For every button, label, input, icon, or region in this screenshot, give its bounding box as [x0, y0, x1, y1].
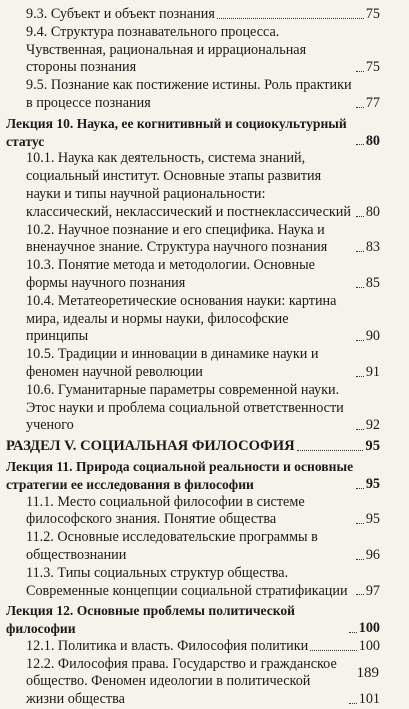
toc-subentry	[6, 222, 380, 258]
toc-subentry	[6, 77, 380, 113]
toc-entry-title: 9.5. Познание как постижение истины. Роль практики в процессе познания	[26, 77, 352, 111]
toc-lecture-heading	[6, 458, 380, 494]
toc-entry-page: 90	[365, 328, 380, 345]
toc-lecture-heading	[6, 115, 380, 151]
dot-leader	[297, 450, 364, 451]
dot-leader	[356, 251, 364, 252]
dot-leader	[349, 703, 357, 704]
toc-entry-page: 95	[365, 475, 380, 492]
toc-entry-page: 101	[358, 691, 380, 708]
dot-leader	[356, 559, 364, 560]
toc-entry-title: 10.1. Наука как деятельность, система знаний, социальный институт. Основные этапы развития науки и типы научной рациональности: классический, неклассический и постнеклассический	[26, 150, 351, 220]
toc-entry-page: 96	[365, 546, 380, 563]
toc-entry-title: 11.2. Основные исследовательские программы в обществознании	[26, 529, 318, 563]
toc-lecture-heading	[6, 602, 380, 638]
dot-leader	[356, 376, 364, 377]
toc-subentry	[6, 24, 380, 77]
toc-entry-title: Лекция 12. Основные проблемы политической философии	[6, 603, 296, 637]
toc-entry-page: 77	[365, 94, 380, 111]
toc-entry-title: 10.2. Научное познание и его специфика. Наука и вненаучное знание. Структура научного познания	[26, 221, 328, 256]
toc-entry-page: 85	[365, 274, 380, 291]
dot-leader	[356, 523, 364, 524]
toc-entry-title: 9.4. Структура познавательного процесса. Чувственная, рациональная и иррациональная стороны познания	[26, 23, 307, 76]
toc-subentry	[6, 346, 380, 382]
toc-entry-title: 12.1. Политика и власть. Философия политики	[26, 637, 309, 654]
toc-entry-page: 75	[365, 6, 380, 22]
toc-entry-page: 100	[358, 620, 380, 637]
toc-entry-page: 97	[365, 582, 380, 599]
toc-entry-page: 80	[365, 203, 380, 220]
toc-subentry	[6, 293, 380, 346]
toc-entry-page: 83	[365, 239, 380, 256]
dot-leader	[356, 71, 364, 72]
dot-leader	[356, 216, 364, 217]
toc-entry-title: 11.3. Типы социальных структур общества. Современные концепции социальной стратификации	[26, 564, 348, 599]
toc-entry-title: 10.3. Понятие метода и методологии. Основные формы научного познания	[26, 257, 315, 291]
dot-leader	[310, 650, 357, 651]
dot-leader	[349, 632, 357, 633]
dot-leader	[356, 429, 364, 430]
toc-entry-title: Лекция 10. Наука, ее когнитивный и социокультурный статус	[6, 115, 347, 149]
toc-entry-page: 95	[365, 511, 380, 528]
toc-entry-title: Лекция 11. Природа социальной реальности и основные стратегии ее исследования в философии	[6, 458, 354, 492]
toc-entry-page: 80	[365, 132, 380, 149]
toc-section-heading	[6, 438, 380, 456]
toc-entry-title: 10.5. Традиции и инновации в динамике науки и феномен научной революции	[26, 346, 319, 380]
table-of-contents	[6, 6, 380, 709]
dot-leader	[356, 144, 364, 145]
toc-subentry	[6, 382, 380, 435]
dot-leader	[356, 488, 364, 489]
toc-subentry	[6, 565, 380, 601]
toc-entry-page: 95	[365, 438, 380, 455]
toc-entry-title: 9.3. Субъект и объект познания	[26, 6, 215, 22]
toc-subentry	[6, 529, 380, 565]
dot-leader	[356, 107, 364, 108]
page-number: 189	[356, 665, 379, 681]
dot-leader	[217, 18, 364, 19]
toc-entry-title: 12.2. Философия права. Государство и гражданское общество. Феномен идеологии в политической жизни общества	[26, 655, 337, 708]
toc-entry-title: РАЗДЕЛ V. СОЦИАЛЬНАЯ ФИЛОСОФИЯ	[6, 438, 295, 455]
toc-subentry	[6, 6, 380, 24]
toc-subentry	[6, 257, 380, 293]
toc-subentry	[6, 150, 380, 221]
toc-entry-title: 11.1. Место социальной философии в системе философского знания. Понятие общества	[26, 493, 305, 528]
toc-subentry	[6, 494, 380, 530]
toc-entry-page: 75	[365, 59, 380, 76]
toc-entry-page: 100	[358, 637, 380, 654]
toc-entry-title: 10.6. Гуманитарные параметры современной науки. Этос науки и проблема социальной ответственности ученого	[26, 381, 344, 434]
dot-leader	[356, 340, 364, 341]
toc-subentry	[6, 656, 380, 709]
toc-entry-page: 91	[365, 363, 380, 380]
dot-leader	[356, 594, 364, 595]
toc-entry-title: 10.4. Метатеоретические основания науки: картина мира, идеалы и нормы науки, философские принципы	[26, 292, 337, 345]
toc-subentry	[6, 638, 380, 656]
toc-entry-page: 92	[365, 417, 380, 434]
dot-leader	[356, 287, 364, 288]
